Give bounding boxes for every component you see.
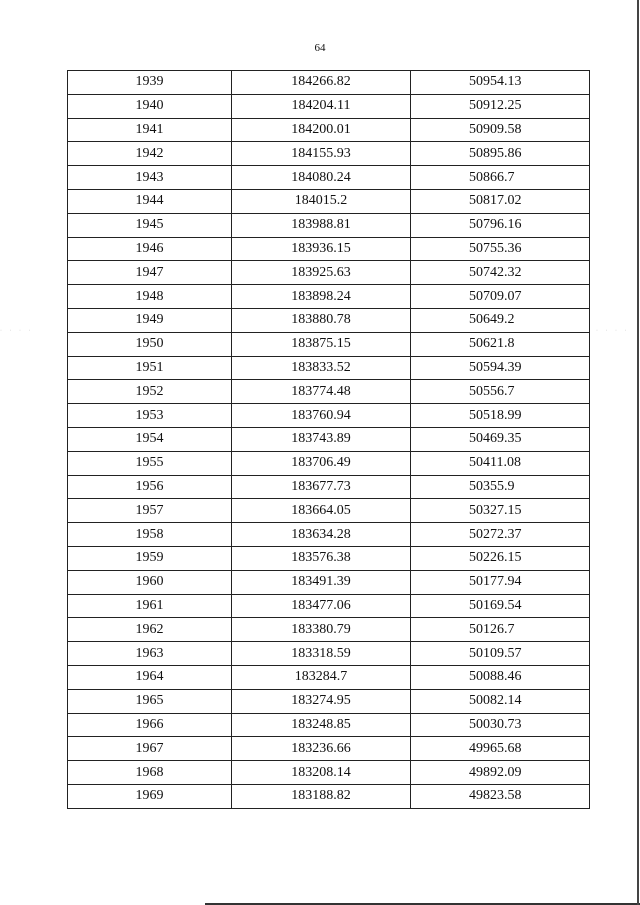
cell-value-b: 50796.16 xyxy=(411,213,590,237)
cell-value-b: 50649.2 xyxy=(411,308,590,332)
cell-value-b: 50709.07 xyxy=(411,285,590,309)
table-row xyxy=(68,546,590,570)
cell-year: 1941 xyxy=(68,118,232,142)
table-row xyxy=(68,261,590,285)
cell-value-a: 183936.15 xyxy=(232,237,411,261)
scan-edge xyxy=(637,0,639,905)
data-table-body xyxy=(68,71,590,809)
cell-value-a: 183236.66 xyxy=(232,737,411,761)
table-row xyxy=(68,713,590,737)
table-row xyxy=(68,71,590,95)
cell-year: 1963 xyxy=(68,642,232,666)
cell-value-b: 50895.86 xyxy=(411,142,590,166)
cell-value-a: 183380.79 xyxy=(232,618,411,642)
cell-value-b: 50030.73 xyxy=(411,713,590,737)
cell-value-a: 183898.24 xyxy=(232,285,411,309)
cell-value-a: 183988.81 xyxy=(232,213,411,237)
cell-value-a: 183318.59 xyxy=(232,642,411,666)
data-table xyxy=(67,70,590,809)
cell-value-b: 50355.9 xyxy=(411,475,590,499)
cell-year: 1960 xyxy=(68,570,232,594)
cell-year: 1951 xyxy=(68,356,232,380)
cell-value-b: 50411.08 xyxy=(411,451,590,475)
cell-value-a: 184080.24 xyxy=(232,166,411,190)
cell-value-a: 184015.2 xyxy=(232,189,411,213)
cell-value-a: 183875.15 xyxy=(232,332,411,356)
cell-value-a: 183284.7 xyxy=(232,665,411,689)
cell-value-a: 184155.93 xyxy=(232,142,411,166)
table-row xyxy=(68,523,590,547)
cell-year: 1947 xyxy=(68,261,232,285)
table-row xyxy=(68,665,590,689)
cell-value-b: 50177.94 xyxy=(411,570,590,594)
cell-value-a: 183743.89 xyxy=(232,427,411,451)
table-row xyxy=(68,689,590,713)
table-row xyxy=(68,642,590,666)
scan-artifact: · · · · xyxy=(0,328,34,334)
table-row xyxy=(68,166,590,190)
cell-year: 1967 xyxy=(68,737,232,761)
cell-year: 1953 xyxy=(68,404,232,428)
cell-value-b: 50909.58 xyxy=(411,118,590,142)
scan-artifact: · · · · xyxy=(596,328,630,334)
cell-value-a: 184266.82 xyxy=(232,71,411,95)
cell-value-a: 183208.14 xyxy=(232,761,411,785)
cell-year: 1946 xyxy=(68,237,232,261)
cell-value-b: 49965.68 xyxy=(411,737,590,761)
cell-value-a: 183664.05 xyxy=(232,499,411,523)
cell-value-a: 183477.06 xyxy=(232,594,411,618)
table-row xyxy=(68,475,590,499)
table-row xyxy=(68,285,590,309)
table-row xyxy=(68,570,590,594)
table-row xyxy=(68,94,590,118)
cell-year: 1962 xyxy=(68,618,232,642)
table-row xyxy=(68,784,590,808)
cell-year: 1957 xyxy=(68,499,232,523)
table-row xyxy=(68,451,590,475)
cell-value-b: 49823.58 xyxy=(411,784,590,808)
cell-value-a: 183576.38 xyxy=(232,546,411,570)
page-number: 64 xyxy=(314,42,326,54)
cell-value-b: 50755.36 xyxy=(411,237,590,261)
cell-value-a: 183706.49 xyxy=(232,451,411,475)
cell-year: 1952 xyxy=(68,380,232,404)
cell-year: 1965 xyxy=(68,689,232,713)
cell-value-b: 50109.57 xyxy=(411,642,590,666)
cell-year: 1943 xyxy=(68,166,232,190)
cell-value-b: 50742.32 xyxy=(411,261,590,285)
cell-value-b: 49892.09 xyxy=(411,761,590,785)
cell-year: 1964 xyxy=(68,665,232,689)
cell-year: 1944 xyxy=(68,189,232,213)
cell-year: 1968 xyxy=(68,761,232,785)
cell-value-b: 50272.37 xyxy=(411,523,590,547)
cell-year: 1959 xyxy=(68,546,232,570)
cell-value-b: 50327.15 xyxy=(411,499,590,523)
table-row xyxy=(68,380,590,404)
cell-value-b: 50817.02 xyxy=(411,189,590,213)
cell-value-a: 183880.78 xyxy=(232,308,411,332)
table-row xyxy=(68,618,590,642)
cell-value-a: 184204.11 xyxy=(232,94,411,118)
table-row xyxy=(68,427,590,451)
cell-year: 1969 xyxy=(68,784,232,808)
table-row xyxy=(68,308,590,332)
cell-value-b: 50126.7 xyxy=(411,618,590,642)
table-row xyxy=(68,761,590,785)
cell-year: 1956 xyxy=(68,475,232,499)
cell-value-b: 50954.13 xyxy=(411,71,590,95)
cell-value-b: 50912.25 xyxy=(411,94,590,118)
cell-value-b: 50518.99 xyxy=(411,404,590,428)
cell-value-b: 50469.35 xyxy=(411,427,590,451)
cell-year: 1948 xyxy=(68,285,232,309)
cell-value-a: 183634.28 xyxy=(232,523,411,547)
cell-year: 1954 xyxy=(68,427,232,451)
cell-value-a: 184200.01 xyxy=(232,118,411,142)
table-row xyxy=(68,332,590,356)
cell-year: 1942 xyxy=(68,142,232,166)
cell-year: 1950 xyxy=(68,332,232,356)
table-row xyxy=(68,594,590,618)
cell-value-b: 50088.46 xyxy=(411,665,590,689)
cell-value-b: 50866.7 xyxy=(411,166,590,190)
cell-value-a: 183760.94 xyxy=(232,404,411,428)
cell-year: 1940 xyxy=(68,94,232,118)
cell-year: 1945 xyxy=(68,213,232,237)
cell-value-b: 50169.54 xyxy=(411,594,590,618)
cell-value-a: 183248.85 xyxy=(232,713,411,737)
cell-value-b: 50621.8 xyxy=(411,332,590,356)
table-row xyxy=(68,356,590,380)
table-row xyxy=(68,189,590,213)
table-row xyxy=(68,237,590,261)
table-row xyxy=(68,499,590,523)
table-row xyxy=(68,404,590,428)
cell-value-b: 50226.15 xyxy=(411,546,590,570)
cell-value-b: 50082.14 xyxy=(411,689,590,713)
cell-value-a: 183188.82 xyxy=(232,784,411,808)
cell-year: 1955 xyxy=(68,451,232,475)
cell-year: 1958 xyxy=(68,523,232,547)
cell-value-b: 50594.39 xyxy=(411,356,590,380)
cell-year: 1939 xyxy=(68,71,232,95)
table-row xyxy=(68,142,590,166)
cell-value-a: 183491.39 xyxy=(232,570,411,594)
table-row xyxy=(68,737,590,761)
table-row xyxy=(68,118,590,142)
cell-value-a: 183833.52 xyxy=(232,356,411,380)
cell-year: 1961 xyxy=(68,594,232,618)
table-row xyxy=(68,213,590,237)
cell-value-a: 183274.95 xyxy=(232,689,411,713)
cell-value-a: 183774.48 xyxy=(232,380,411,404)
cell-year: 1949 xyxy=(68,308,232,332)
cell-value-b: 50556.7 xyxy=(411,380,590,404)
cell-value-a: 183677.73 xyxy=(232,475,411,499)
cell-year: 1966 xyxy=(68,713,232,737)
cell-value-a: 183925.63 xyxy=(232,261,411,285)
